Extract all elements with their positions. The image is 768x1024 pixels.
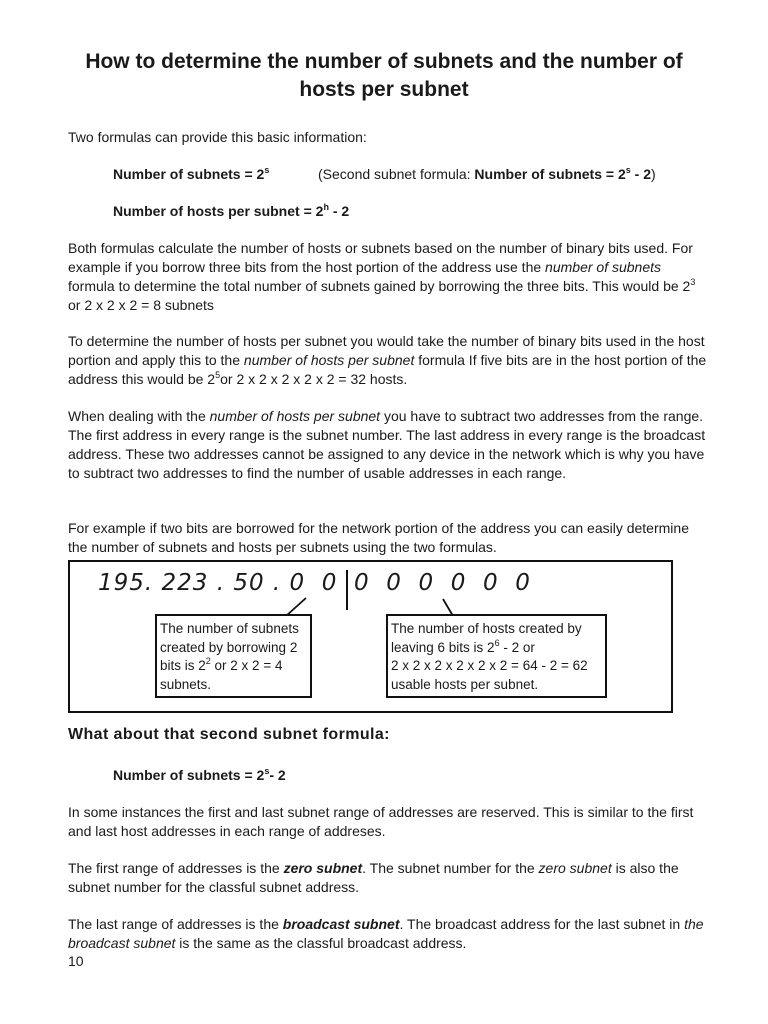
formula-hosts: Number of hosts per subnet = $2^h - 2$ <box>113 202 350 219</box>
page-number: 10 <box>68 953 84 969</box>
paragraph-2: To determine the number of hosts per subnet you would take the number of binary bits used in the host portion and apply this to the number of hosts per subnet formula If five bits are in the host portion of the address this would be $2^5or$ 2 x 2 x 2 x 2 x 2 = 32 hosts. <box>68 333 707 387</box>
formula-second-note: (Second subnet formula: Number of subnets = $2^s - 2$) <box>318 165 656 182</box>
intro-text: Two formulas can provide this basic information: <box>68 129 367 145</box>
subnets-callout: The number of subnets created by borrowing 2 bits is $2^2$ or 2 x 2 = 4 subnets. <box>155 614 312 698</box>
hosts-callout: The number of hosts created by leaving 6 bits is $2^6 - 2$ or 2 x 2 x 2 x 2 x 2 x 2 = 64 - 2 = 62 usable hosts per subnet. <box>386 614 607 698</box>
paragraph-6: The first range of addresses is the zero subnet. The subnet number for the zero subnet is also the subnet number for the classful subnet address. <box>68 860 679 895</box>
formula-second: Number of subnets = $2^s-$ 2 <box>113 766 286 783</box>
paragraph-1: Both formulas calculate the number of hosts or subnets based on the number of binary bits used. For example if you borrow three bits from the host portion of the address use the number of subnets formula to determine the total number of subnets gained by borrowing the three bits. This would be $2^3$ or 2 x 2 x 2 = 8 subnets <box>68 240 696 313</box>
host-portion-digits: 0 0 0 0 0 0 <box>354 570 531 596</box>
paragraph-3: When dealing with the number of hosts per subnet you have to subtract two addresses from the range. The first address in every range is the subnet number. The last address in every range is the broadcast address. These two addresses cannot be assigned to any device in the network which is why you have to subtract two addresses to find the number of usable addresses in each range. <box>68 408 706 481</box>
formula-subnets: Number of subnets = $2^s$ <box>113 165 270 182</box>
network-portion-digits: 195. 223 . 50 . 0 0 <box>98 570 338 596</box>
paragraph-7: The last range of addresses is the broadcast subnet. The broadcast address for the last subnet in the broadcast subnet is the same as the classful broadcast address. <box>68 916 704 951</box>
ip-address-diagram <box>68 560 673 713</box>
paragraph-4: For example if two bits are borrowed for the network portion of the address you can easily determine the number of subnets and hosts per subnets using the two formulas. <box>68 520 689 555</box>
paragraph-5: In some instances the first and last subnet range of addresses are reserved. This is similar to the first and last host addresses in each range of addreses. <box>68 804 694 839</box>
section-heading: What about that second subnet formula: <box>68 726 390 743</box>
page-title: How to determine the number of subnets and the number of hosts per subnet <box>85 50 683 101</box>
